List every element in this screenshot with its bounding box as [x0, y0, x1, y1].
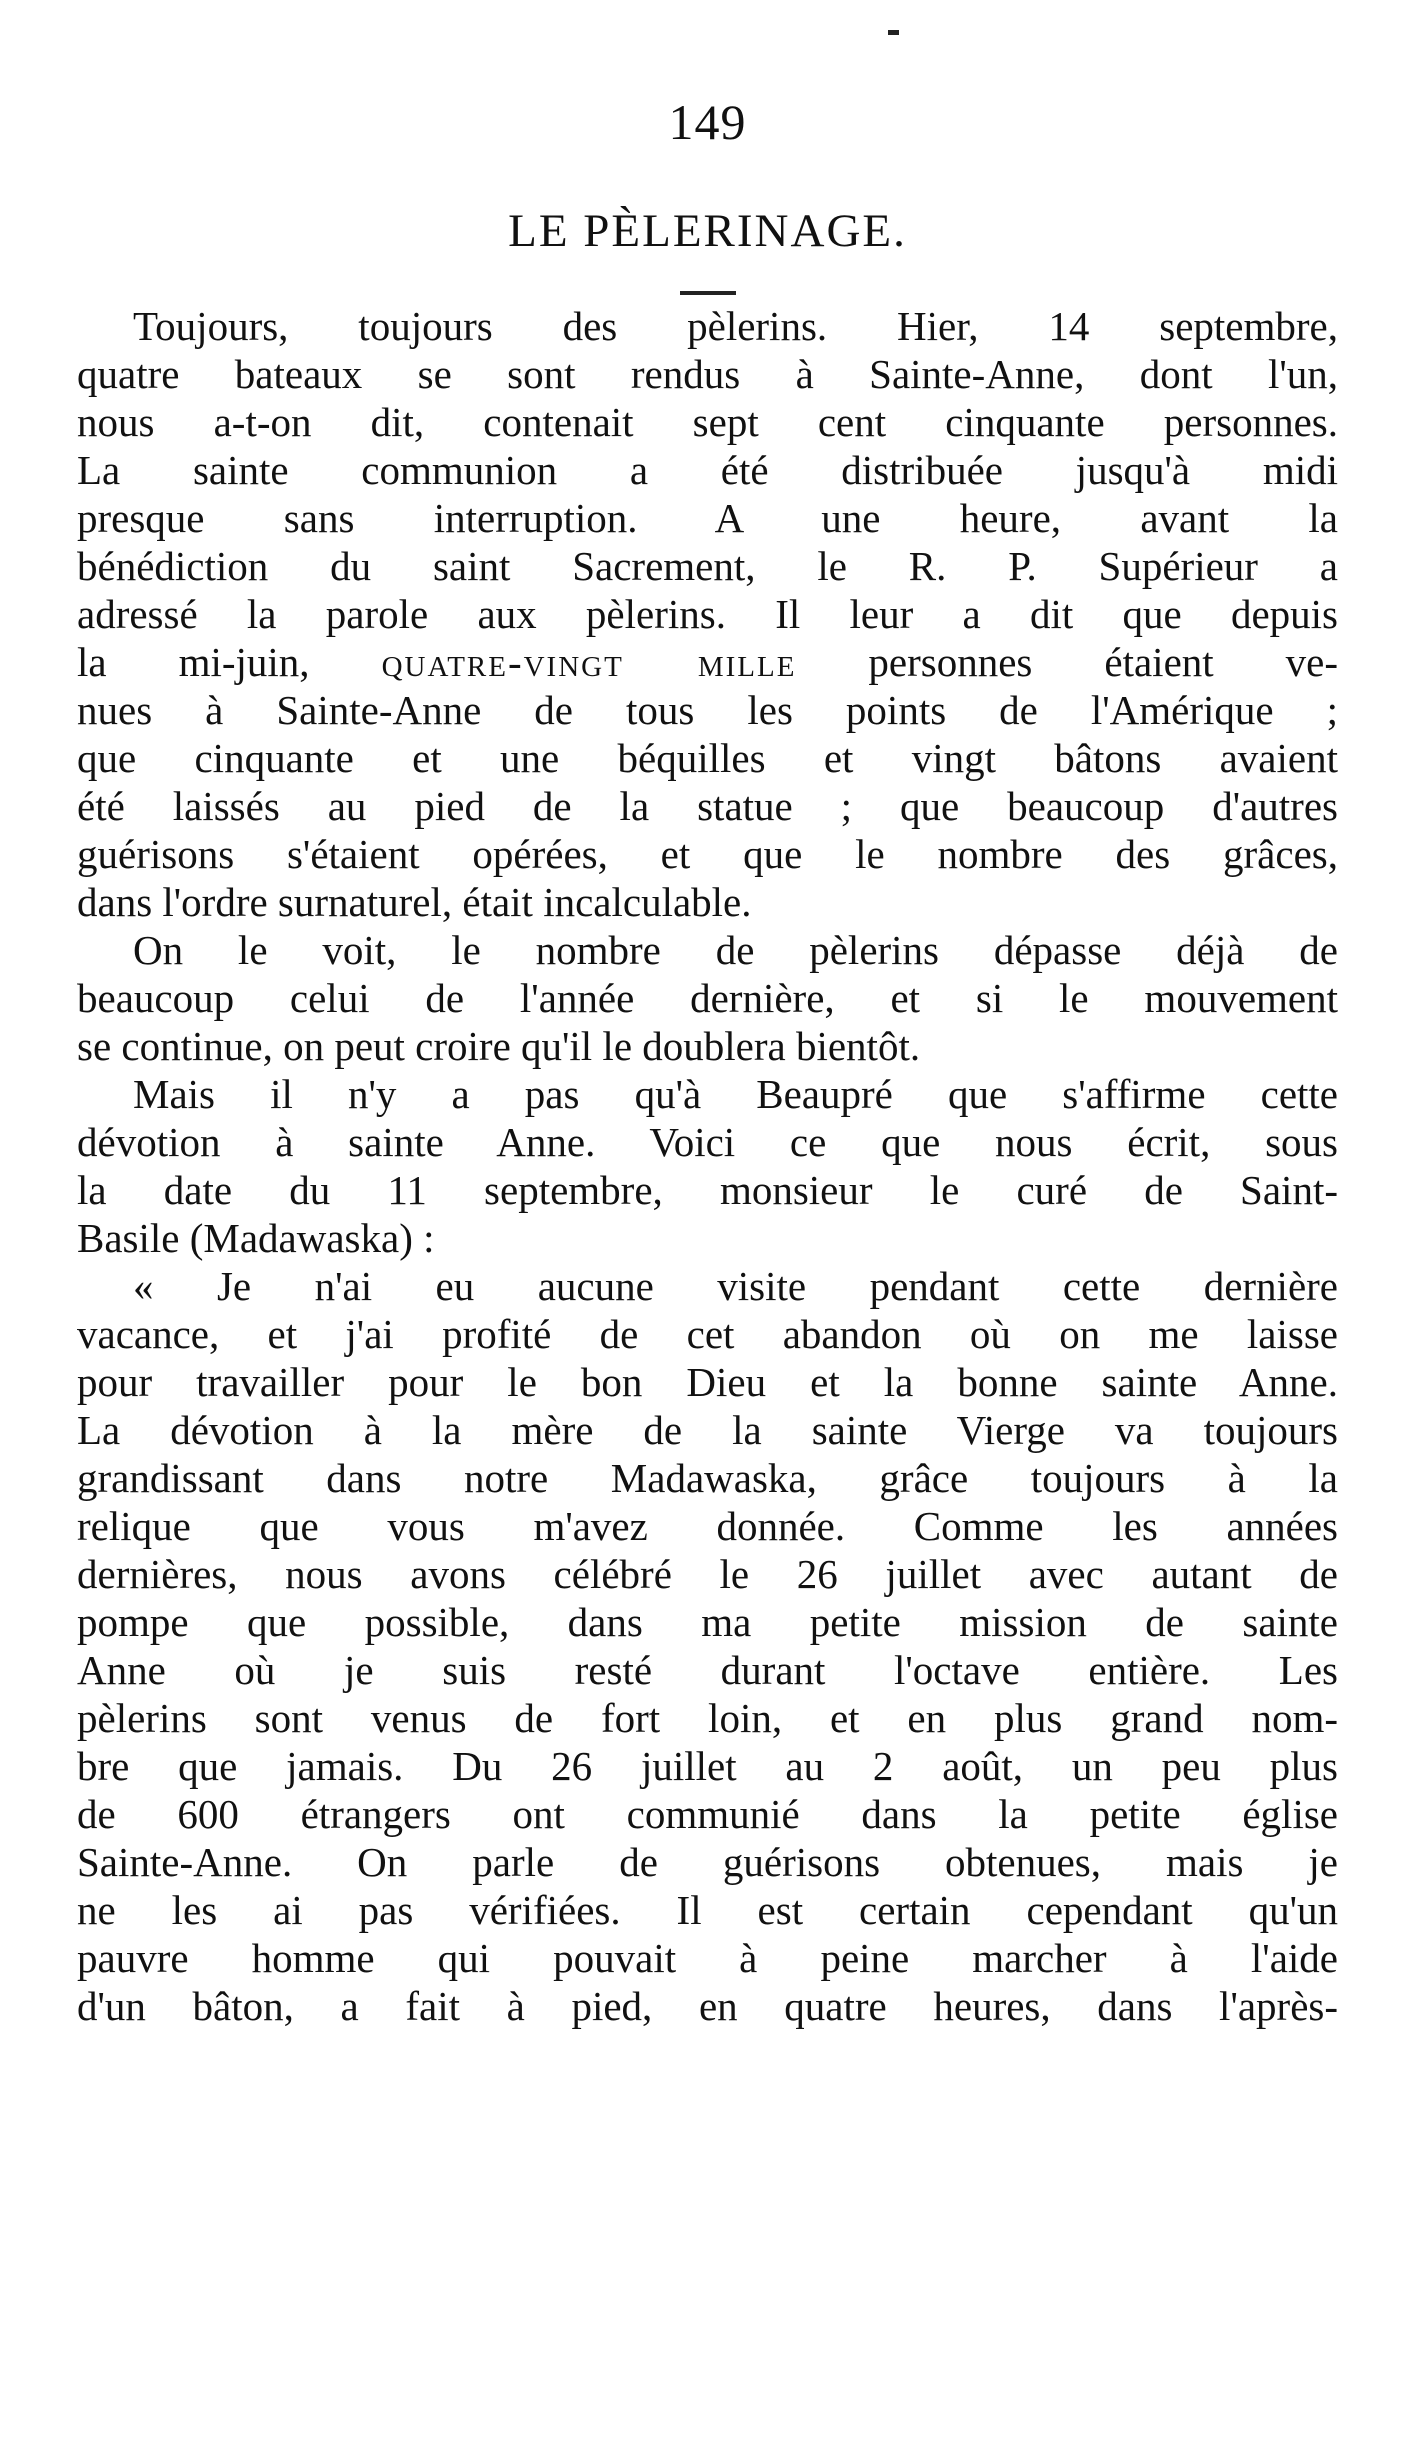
text-segment: personnes étaient ve-: [796, 639, 1338, 685]
text-line: ne les ai pas vérifiées. Il est certain cependant qu'un: [77, 1887, 1338, 1933]
text-line: que cinquante et une béquilles et vingt bâtons avaient: [77, 735, 1338, 781]
text-line: adressé la parole aux pèlerins. Il leur a dit que depuis: [77, 591, 1338, 637]
text-line: dévotion à sainte Anne. Voici ce que nous écrit, sous: [77, 1119, 1338, 1165]
body-text: [77, 302, 1338, 2382]
text-line: bénédiction du saint Sacrement, le R. P. Supérieur a: [77, 543, 1338, 589]
text-line: se continue, on peut croire qu'il le doublera bientôt.: [77, 1023, 921, 1069]
text-line: La dévotion à la mère de la sainte Vierge va toujours: [77, 1407, 1338, 1453]
text-line: Basile (Madawaska) :: [77, 1215, 435, 1261]
text-line: vacance, et j'ai profité de cet abandon où on me laisse: [77, 1311, 1338, 1357]
text-line: pour travailler pour le bon Dieu et la bonne sainte Anne.: [77, 1359, 1338, 1405]
text-line: pompe que possible, dans ma petite mission de sainte: [77, 1599, 1338, 1645]
text-line: guérisons s'étaient opérées, et que le nombre des grâces,: [77, 831, 1338, 877]
text-line: beaucoup celui de l'année dernière, et si le mouvement: [77, 975, 1338, 1021]
text-segment: la mi-juin,: [77, 639, 382, 685]
text-line: nous a-t-on dit, contenait sept cent cinquante personnes.: [77, 399, 1338, 445]
section-title: LE PÈLERINAGE.: [508, 205, 907, 257]
text-line: d'un bâton, a fait à pied, en quatre heures, dans l'après-: [77, 1983, 1338, 2029]
text-line: grandissant dans notre Madawaska, grâce toujours à la: [77, 1455, 1338, 1501]
text-line: Mais il n'y a pas qu'à Beaupré que s'affirme cette: [133, 1071, 1338, 1117]
text-line: Toujours, toujours des pèlerins. Hier, 14 septembre,: [133, 303, 1338, 349]
text-line: « Je n'ai eu aucune visite pendant cette dernière: [133, 1263, 1338, 1309]
text-line: pauvre homme qui pouvait à peine marcher à l'aide: [77, 1935, 1338, 1981]
print-mark: [888, 30, 899, 35]
text-line: On le voit, le nombre de pèlerins dépasse déjà de: [133, 927, 1338, 973]
text-line: été laissés au pied de la statue ; que beaucoup d'autres: [77, 783, 1338, 829]
text-line: Sainte-Anne. On parle de guérisons obtenues, mais je: [77, 1839, 1338, 1885]
title-rule: [680, 291, 736, 295]
text-line: bre que jamais. Du 26 juillet au 2 août, un peu plus: [77, 1743, 1338, 1789]
text-line: quatre bateaux se sont rendus à Sainte-Anne, dont l'un,: [77, 351, 1338, 397]
text-line: La sainte communion a été distribuée jusqu'à midi: [77, 447, 1338, 493]
text-line: pèlerins sont venus de fort loin, et en plus grand nom-: [77, 1695, 1338, 1741]
text-line: la date du 11 septembre, monsieur le curé de Saint-: [77, 1167, 1338, 1213]
small-caps-segment: quatre-vingt mille: [381, 639, 797, 685]
text-line: dans l'ordre surnaturel, était incalculable.: [77, 879, 752, 925]
page-number: 149: [668, 94, 747, 150]
text-line: de 600 étrangers ont communié dans la petite église: [77, 1791, 1338, 1837]
text-line: nues à Sainte-Anne de tous les points de l'Amérique ;: [77, 687, 1338, 733]
text-line: [77, 638, 1338, 686]
text-line: presque sans interruption. A une heure, avant la: [77, 495, 1338, 541]
text-line: relique que vous m'avez donnée. Comme les années: [77, 1503, 1338, 1549]
text-line: dernières, nous avons célébré le 26 juillet avec autant de: [77, 1551, 1338, 1597]
text-line: Anne où je suis resté durant l'octave entière. Les: [77, 1647, 1338, 1693]
